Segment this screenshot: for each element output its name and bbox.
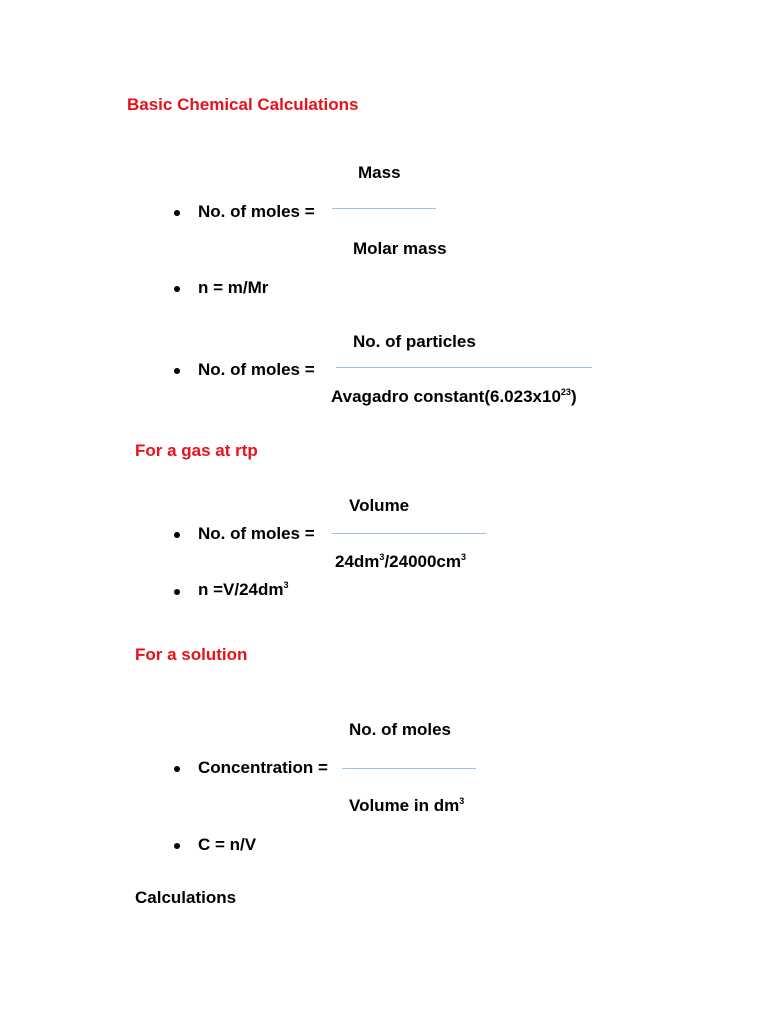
dm3-exponent: 3 <box>379 552 385 562</box>
gas-heading: For a gas at rtp <box>135 441 258 460</box>
volume-numerator: Volume <box>349 496 410 515</box>
formula-n-v-text: n =V/24dm <box>198 580 284 599</box>
page-title: Basic Chemical Calculations <box>127 95 359 114</box>
fraction-line <box>332 533 486 534</box>
calculations-label: Calculations <box>135 888 237 907</box>
solution-heading: For a solution <box>135 645 248 664</box>
bullet-dot <box>174 532 180 538</box>
dm3-text: 24dm <box>335 552 380 571</box>
formula-n-v-exponent: 3 <box>283 580 289 590</box>
formula-c-n-v: C = n/V <box>198 835 257 854</box>
moles-volume-label: No. of moles = <box>198 524 315 543</box>
formula-n-m-mr: n = m/Mr <box>198 278 269 297</box>
avogadro-denominator <box>331 387 577 407</box>
fraction-line <box>342 768 476 769</box>
moles-particles-label: No. of moles = <box>198 360 315 379</box>
concentration-label: Concentration = <box>198 758 328 777</box>
fraction-line <box>336 367 592 368</box>
mass-numerator: Mass <box>358 163 401 182</box>
bullet-dot <box>174 766 180 772</box>
volume-dm3-exponent: 3 <box>459 796 465 806</box>
moles-numerator: No. of moles <box>349 720 452 739</box>
formula-n-v <box>198 580 289 600</box>
volume-dm3-denominator <box>349 796 464 816</box>
bullet-dot <box>174 589 180 595</box>
avogadro-exponent: 23 <box>560 387 571 397</box>
cm3-exponent: 3 <box>461 552 467 562</box>
molar-mass-denominator: Molar mass <box>353 239 447 258</box>
volume-dm3-text: Volume in dm <box>349 796 460 815</box>
bullet-dot <box>174 286 180 292</box>
molar-volume-denominator <box>335 552 466 572</box>
particles-numerator: No. of particles <box>353 332 476 351</box>
cm3-text: /24000cm <box>384 552 462 571</box>
fraction-line <box>332 208 436 209</box>
bullet-dot <box>174 210 180 216</box>
avogadro-close: ) <box>570 387 577 406</box>
bullet-dot <box>174 368 180 374</box>
bullet-dot <box>174 843 180 849</box>
moles-mass-label: No. of moles = <box>198 202 315 221</box>
avogadro-text: Avagadro constant(6.023x10 <box>331 387 561 406</box>
